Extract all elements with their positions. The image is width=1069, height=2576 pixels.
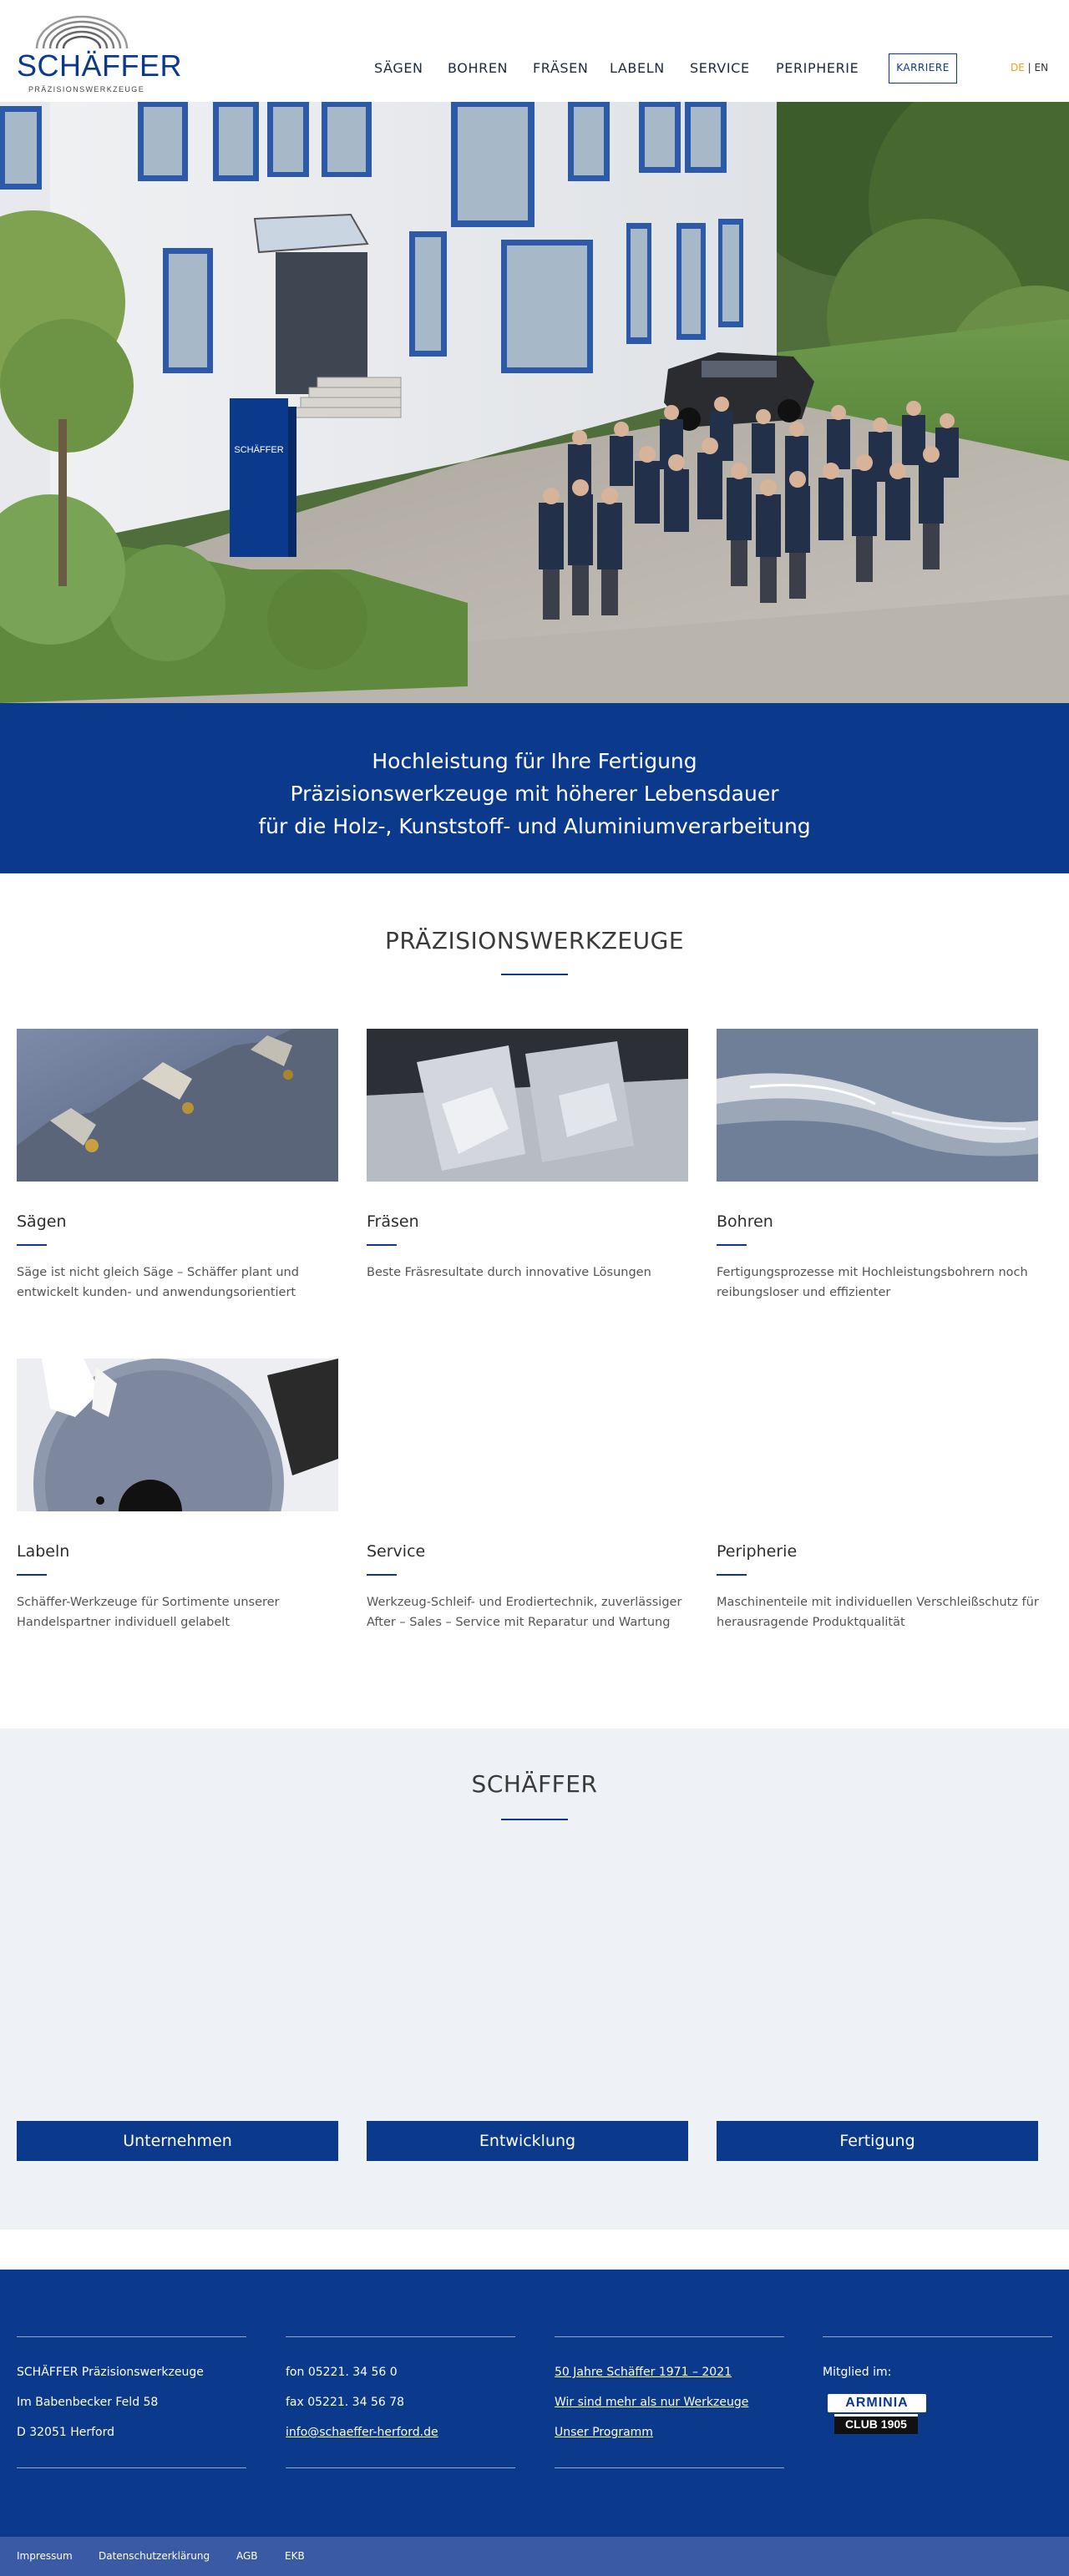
labeled-saw-blade-icon: [17, 1359, 338, 1511]
banner-line-1: Hochleistung für Ihre Fertigung: [372, 749, 697, 773]
company-building-team-photo: [0, 102, 1069, 703]
card-text-labeln: Schäffer-Werkzeuge für Sortimente unserer Handelspartner individuell gelabelt: [17, 1596, 280, 1629]
footer-divider: [555, 2467, 784, 2468]
footer-divider: [823, 2336, 1052, 2337]
card-rule: [367, 1574, 397, 1576]
hero-image: [0, 102, 1069, 703]
milling-tool-image[interactable]: [367, 1029, 688, 1182]
nav-item-peripherie[interactable]: PERIPHERIE: [776, 60, 859, 76]
arminia-logo-line1: ARMINIA: [845, 2396, 909, 2410]
footer-membership: [823, 2336, 1052, 2439]
intro-banner: [0, 703, 1069, 873]
footer-divider: [17, 2467, 246, 2468]
products-title-rule: [501, 974, 568, 975]
product-card-bohren: [717, 1029, 1038, 1313]
drill-bit-icon: [717, 1029, 1038, 1182]
card-title-fraesen[interactable]: Fräsen: [367, 1212, 419, 1231]
footer-divider: [286, 2467, 515, 2468]
banner-line-3: für die Holz-, Kunststoff- und Aluminiumverarbeitung: [258, 814, 811, 838]
nav-item-labeln[interactable]: LABELN: [610, 60, 665, 76]
saw-blade-icon: [17, 1029, 338, 1182]
ekb-link[interactable]: EKB: [285, 2550, 305, 2562]
footer-email-link[interactable]: info@schaeffer-herford.de: [286, 2426, 438, 2439]
labeled-blade-image[interactable]: [17, 1359, 338, 1511]
logo-tagline: PRÄZISIONSWERKZEUGE: [28, 85, 145, 94]
lang-en-link[interactable]: EN: [1034, 62, 1049, 73]
saw-blade-image[interactable]: [17, 1029, 338, 1182]
datenschutz-link[interactable]: Datenschutzerklärung: [99, 2550, 210, 2562]
product-card-saegen: [17, 1029, 338, 1313]
product-card-labeln: [17, 1359, 338, 1642]
footer-contact: [286, 2336, 515, 2468]
card-rule: [717, 1574, 747, 1576]
site-header: [0, 0, 1069, 102]
milling-tool-icon: [367, 1029, 688, 1182]
product-card-fraesen: [367, 1029, 688, 1313]
drill-bit-image[interactable]: [717, 1029, 1038, 1182]
card-title-bohren[interactable]: Bohren: [717, 1212, 773, 1231]
footer-link-mehr-als-werkzeuge[interactable]: Wir sind mehr als nur Werkzeuge: [555, 2396, 749, 2409]
card-rule: [367, 1244, 397, 1246]
footer-fax: fax 05221. 34 56 78: [286, 2396, 405, 2409]
entwicklung-button[interactable]: Entwicklung: [367, 2121, 688, 2161]
legal-bar: [0, 2537, 1069, 2576]
nav-item-bohren[interactable]: BOHREN: [448, 60, 509, 76]
card-text-service: Werkzeug-Schleif- und Erodiertechnik, zuverlässiger After – Sales – Service mit Reparatur und Wartung: [367, 1596, 682, 1629]
karriere-button[interactable]: KARRIERE: [889, 53, 957, 84]
footer-link-programm[interactable]: Unser Programm: [555, 2426, 653, 2439]
lang-separator: |: [1024, 62, 1035, 73]
footer-links: [555, 2336, 784, 2468]
about-title-rule: [501, 1819, 568, 1820]
site-footer: [0, 2270, 1069, 2537]
card-rule: [17, 1574, 47, 1576]
arminia-logo-line2: CLUB 1905: [845, 2417, 907, 2431]
unternehmen-button[interactable]: Unternehmen: [17, 2121, 338, 2161]
footer-phone: fon 05221. 34 56 0: [286, 2366, 398, 2379]
logo-arc-icon: [32, 15, 132, 50]
impressum-link[interactable]: Impressum: [17, 2550, 73, 2562]
agb-link[interactable]: AGB: [236, 2550, 258, 2562]
banner-line-2: Präzisionswerkzeuge mit höherer Lebensdauer: [290, 782, 779, 806]
footer-street: Im Babenbecker Feld 58: [17, 2396, 159, 2409]
card-rule: [717, 1244, 747, 1246]
card-title-saegen[interactable]: Sägen: [17, 1212, 67, 1231]
footer-company: SCHÄFFER Präzisionswerkzeuge: [17, 2366, 204, 2379]
footer-link-50-jahre[interactable]: 50 Jahre Schäffer 1971 – 2021: [555, 2366, 732, 2379]
card-title-labeln[interactable]: Labeln: [17, 1542, 70, 1561]
nav-item-saegen[interactable]: SÄGEN: [374, 60, 423, 76]
card-title-service[interactable]: Service: [367, 1542, 426, 1561]
about-title: SCHÄFFER: [471, 1770, 598, 1798]
card-title-peripherie[interactable]: Peripherie: [717, 1542, 798, 1561]
card-rule: [17, 1244, 47, 1246]
lang-de-link[interactable]: DE: [1011, 62, 1025, 73]
product-card-peripherie: [717, 1359, 1038, 1642]
card-text-fraesen: Beste Fräsresultate durch innovative Lösungen: [367, 1266, 651, 1279]
products-title: PRÄZISIONSWERKZEUGE: [384, 927, 685, 954]
card-text-peripherie: Maschinenteile mit individuellen Verschleißschutz für herausragende Produktqualität: [717, 1596, 1039, 1629]
language-switcher: [1011, 62, 1048, 73]
about-section: [0, 1728, 1069, 2229]
footer-member-label: Mitglied im:: [823, 2366, 892, 2379]
card-text-saegen: Säge ist nicht gleich Säge – Schäffer plant und entwickelt kunden- und anwendungsorientiert: [17, 1266, 299, 1299]
card-text-bohren: Fertigungsprozesse mit Hochleistungsbohrern noch reibungsloser und effizienter: [717, 1266, 1028, 1299]
footer-city: D 32051 Herford: [17, 2426, 115, 2439]
logo-name: SCHÄFFER: [17, 48, 183, 83]
footer-address: [17, 2336, 246, 2468]
arminia-club-logo[interactable]: [823, 2391, 931, 2439]
hero-sign-text: SCHÄFFER: [234, 445, 284, 455]
product-card-service: [367, 1359, 688, 1642]
fertigung-button[interactable]: Fertigung: [717, 2121, 1038, 2161]
nav-item-service[interactable]: SERVICE: [690, 60, 750, 76]
nav-item-fraesen[interactable]: FRÄSEN: [533, 60, 589, 76]
